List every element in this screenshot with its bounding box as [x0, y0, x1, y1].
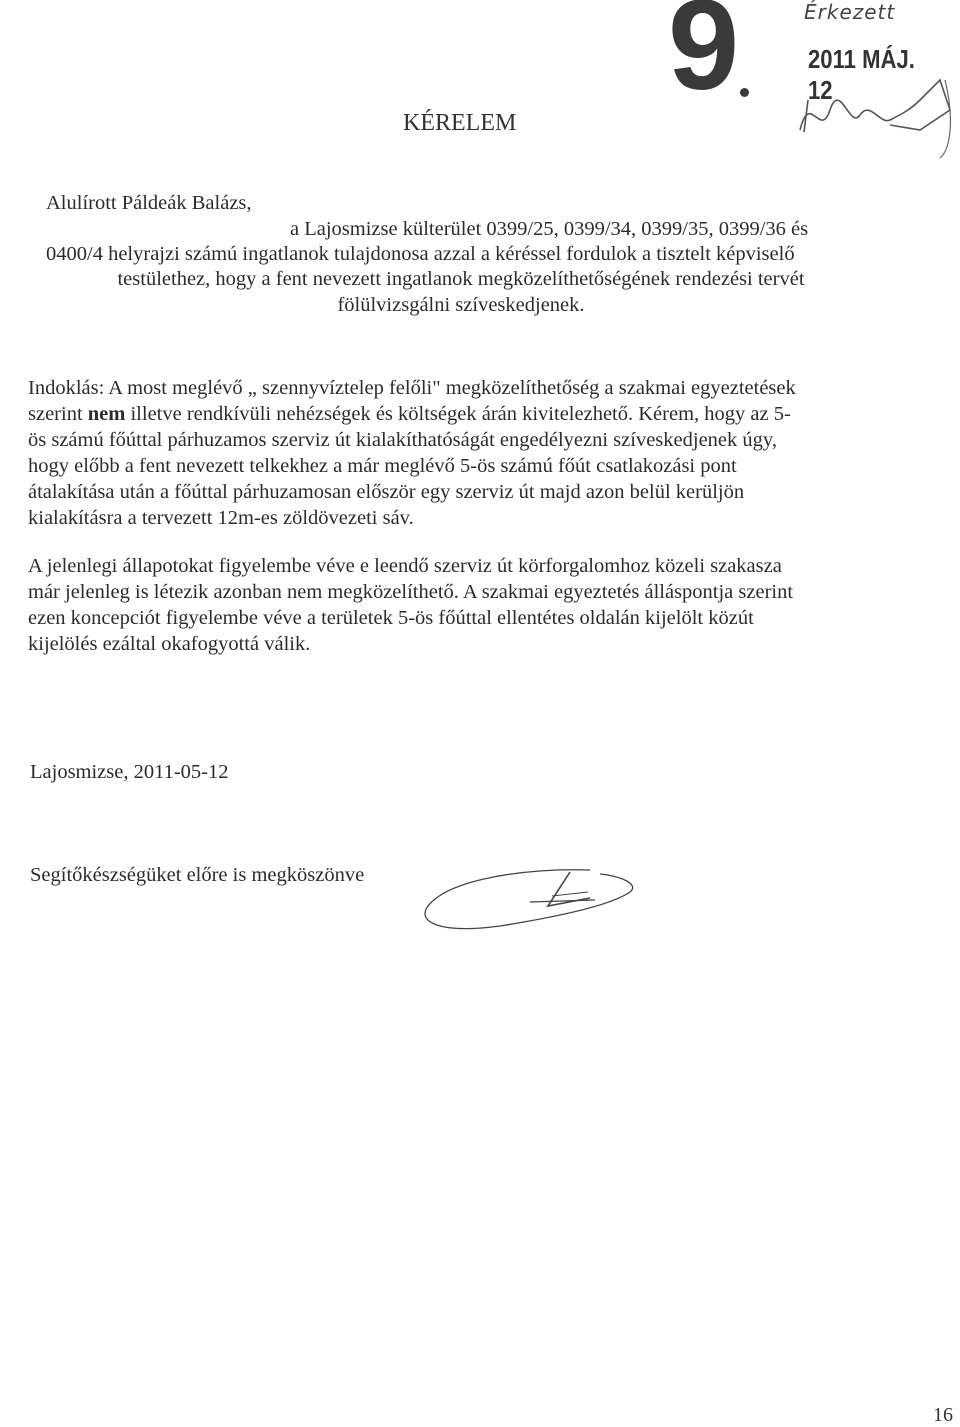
- stamp-signature-icon: [790, 70, 960, 160]
- current-state-line-1: A jelenlegi állapotokat figyelembe véve e leendő szerviz út körforgalomhoz közeli szakasza: [28, 555, 782, 577]
- reasoning-line-3: ös számú főúttal párhuzamos szerviz út kialakíthatóságát engedélyezni szíveskedjenek úgy,: [28, 429, 777, 451]
- signature-icon: [420, 866, 660, 936]
- stamp-date: 2011 MÁJ. 12: [808, 44, 915, 105]
- closing-line: Segítőkészségüket előre is megköszönve: [30, 864, 365, 886]
- intro-line-2: a Lajosmizse külterület 0399/25, 0399/34, 0399/35, 0399/36 és: [290, 218, 809, 240]
- stamp-received-label: Érkezett: [804, 0, 896, 24]
- place-date: Lajosmizse, 2011-05-12: [30, 761, 229, 783]
- document-title: KÉRELEM: [403, 110, 517, 136]
- current-state-line-2: már jelenleg is létezik azonban nem megközelíthető. A szakmai egyeztetés álláspontja szerint: [28, 581, 794, 603]
- registry-number: 9: [668, 0, 736, 117]
- reasoning-line-2-pre: szerint: [28, 403, 88, 425]
- intro-line-4: testülethez, hogy a fent nevezett ingatlanok megközelíthetőségének rendezési tervét: [117, 268, 805, 290]
- intro-line-1: Alulírott Páldeák Balázs,: [46, 192, 252, 214]
- reasoning-line-2-post: illetve rendkívüli nehézségek és költségek árán kivitelezhető. Kérem, hogy az 5-: [125, 403, 791, 425]
- reasoning-line-6: kialakításra a tervezett 12m-es zöldövezeti sáv.: [28, 507, 414, 529]
- reasoning-line-2: [28, 401, 878, 427]
- current-state-line-4: kijelölés ezáltal okafogyottá válik.: [28, 633, 311, 655]
- reasoning-line-1: Indoklás: A most meglévő „ szennyvíztelep felőli" megközelíthetőség a szakmai egyeztetések: [28, 377, 796, 399]
- reasoning-line-4: hogy előbb a fent nevezett telkekhez a már meglévő 5-ös számú főút csatlakozási pont: [28, 455, 737, 477]
- reasoning-line-5: átalakítása után a főúttal párhuzamosan először egy szerviz út majd azon belül kerüljön: [28, 481, 745, 503]
- registry-dot: [740, 88, 749, 97]
- current-state-line-3: ezen koncepciót figyelembe véve a területek 5-ös főúttal ellentétes oldalán kijelölt közút: [28, 607, 754, 629]
- intro-line-3: 0400/4 helyrajzi számú ingatlanok tulajdonosa azzal a kéréssel fordulok a tisztelt képviselő: [46, 243, 795, 265]
- reasoning-emphasis: nem: [87, 403, 126, 425]
- current-state-paragraph: [28, 553, 878, 657]
- reasoning-paragraph: [28, 375, 878, 531]
- page-number: 16: [933, 1404, 953, 1426]
- intro-line-5: fölülvizsgálni szíveskedjenek.: [337, 294, 585, 316]
